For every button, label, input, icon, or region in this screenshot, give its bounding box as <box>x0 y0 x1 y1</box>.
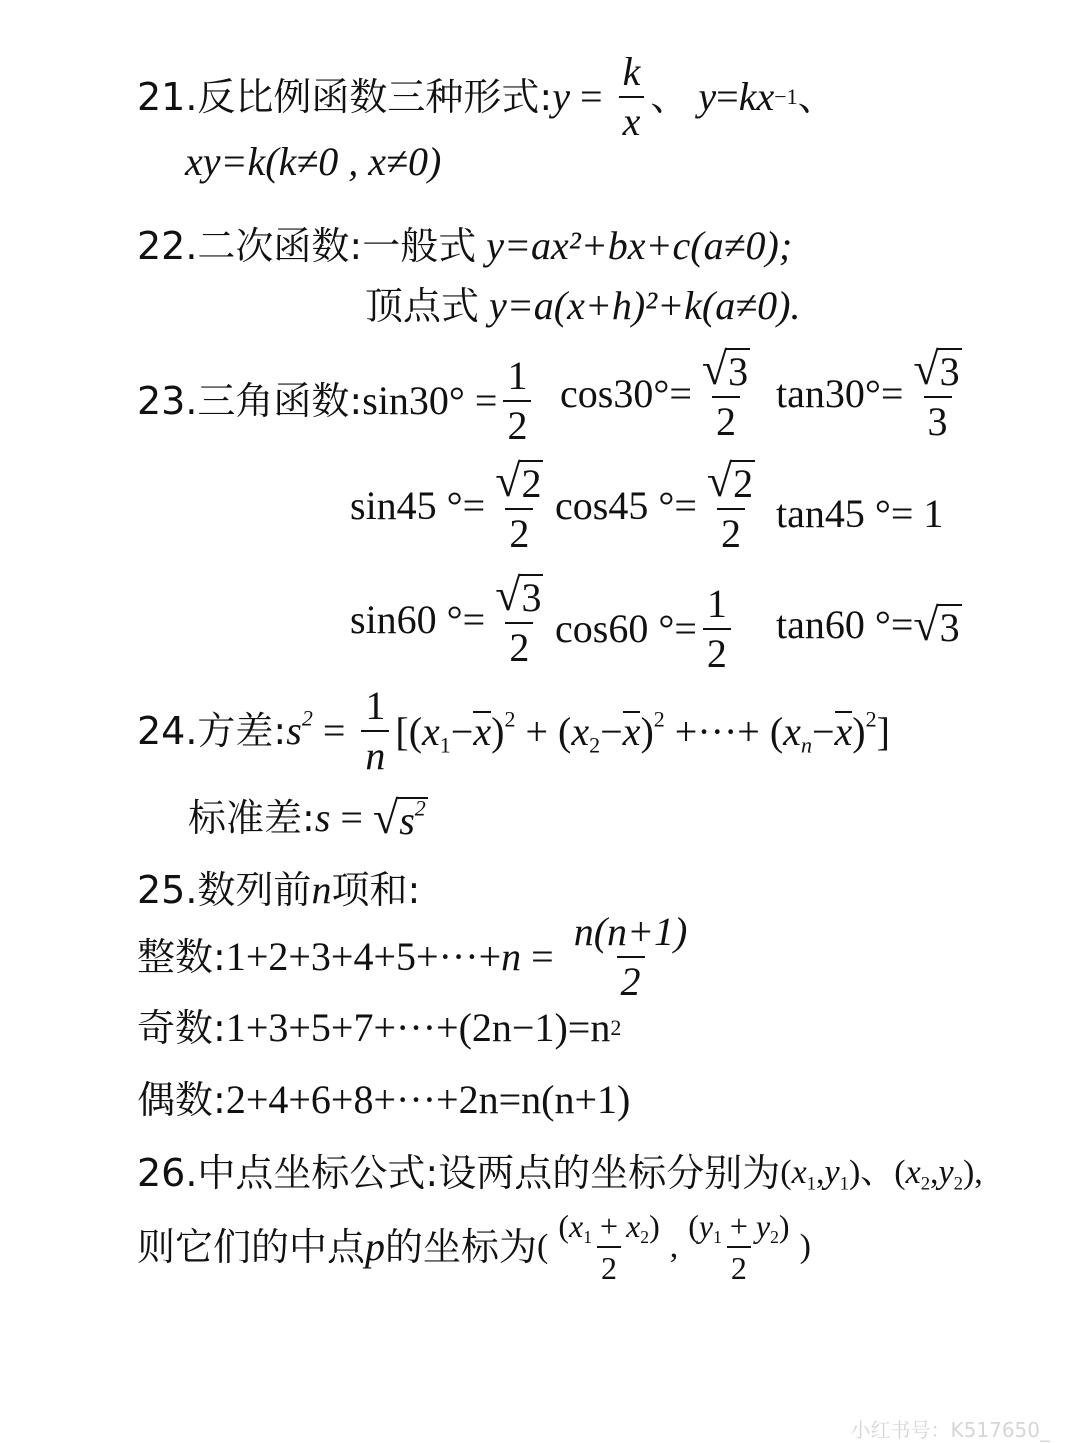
item-26-line-2-label: 则它们的中点 <box>137 1225 366 1269</box>
sin45 <box>350 455 553 556</box>
item-22-label: 22.二次函数: <box>137 224 363 268</box>
general-form-label: 一般式 <box>362 224 477 268</box>
item-22-line-1 <box>137 223 793 268</box>
cos30-label: cos30°= <box>560 371 692 416</box>
sin45-value: √ 2 2 <box>495 455 542 556</box>
cos60-value: $\frac{1}{2}$ <box>703 584 731 674</box>
integer-label: 整数: <box>137 935 226 979</box>
tan60-label: tan60 °= <box>776 602 914 647</box>
item-25-label: 25.数列前 <box>137 868 312 912</box>
var-y2: y <box>688 74 717 119</box>
integer-sum: 整数: 1+2+3+4+5+···+ n = $\frac{n(n+1)}{2}$ <box>137 912 697 1002</box>
tan30-label: tan30°= <box>776 371 904 416</box>
even-label: 偶数: <box>137 1078 226 1122</box>
separator: 、 <box>650 75 689 119</box>
sin60 <box>350 569 553 670</box>
item-22-line-2 <box>365 283 801 328</box>
item-26-line-1 <box>137 1151 983 1195</box>
item-23-label: 23.三角函数: <box>137 379 363 423</box>
midpoint-x-fraction: $\frac{(x_1 + x_2)}{2}$ <box>558 1208 660 1286</box>
sin30-label: sin30° = <box>362 378 498 423</box>
sin30-value: $\frac{1}{2}$ <box>503 356 531 446</box>
sin60-value: √ 3 2 <box>495 569 542 670</box>
var-s: s <box>314 795 331 840</box>
item-21-line-2 <box>185 139 442 184</box>
cos45 <box>555 455 765 556</box>
cos30 <box>560 343 760 444</box>
item-24-std-dev: 标准差: s = √ $s^2$ <box>188 792 426 843</box>
item-21-label: 21.反比例函数三种形式: <box>137 75 553 119</box>
watermark: 小红书号：K517650_ <box>850 1418 1050 1442</box>
tan30 <box>776 343 972 444</box>
odd-formula: 1+3+5+7+···+(2n−1)=n <box>225 1005 611 1050</box>
tan60 <box>776 599 962 650</box>
item-24-label: 24.方差: <box>137 709 287 753</box>
even-sum <box>137 1077 631 1122</box>
cos45-value: √ 2 2 <box>706 455 754 556</box>
vertex-form-label: 顶点式 <box>365 284 480 328</box>
std-dev-label: 标准差: <box>188 796 315 840</box>
cos45-label: cos45 °= <box>555 483 697 528</box>
term-kx: kx <box>738 74 775 119</box>
separator-2: 、 <box>797 75 836 119</box>
var-n: n <box>311 867 332 912</box>
item-24-variance: 24.方差: $s^2$ = $\frac{1}{n}$ [$(x_1-x)^2 + (x_2-x)^2$ +···+ $(x_n-x)^2$] <box>137 683 890 778</box>
tan60-value: √ 3 <box>913 599 960 650</box>
cos30-value: √ 3 2 <box>701 343 749 444</box>
tan45-label: tan45 °= 1 <box>776 491 944 536</box>
midpoint-y-fraction: $\frac{(y_1 + y_2)}{2}$ <box>688 1208 790 1286</box>
tan45 <box>776 491 944 536</box>
var-p: p <box>365 1224 386 1269</box>
fraction-1-over-n: $\frac{1}{n}$ <box>361 686 389 776</box>
sin60-label: sin60 °= <box>350 597 486 642</box>
cos60 <box>555 581 737 676</box>
general-form-formula: y=ax²+bx+c(a≠0); <box>486 223 793 268</box>
item-25-label-end: 项和: <box>331 868 421 912</box>
item-21-condition: xy=k(k≠0 , x≠0) <box>185 139 442 184</box>
item-26-label: 26.中点坐标公式:设两点的坐标分别为 <box>137 1151 781 1195</box>
odd-label: 奇数: <box>137 1006 226 1050</box>
even-formula: 2+4+6+8+···+2n=n(n+1) <box>225 1077 631 1122</box>
item-21-line-1: 21.反比例函数三种形式: y = $\frac{k}{x}$ 、 y = kx −1 、 <box>137 49 836 144</box>
odd-sum: 奇数: 1+3+5+7+···+(2n−1)=n 2 <box>137 1005 622 1050</box>
integer-formula: 1+2+3+4+5+···+ <box>225 934 502 979</box>
cos60-label: cos60 °= <box>555 606 697 651</box>
integer-fraction: $\frac{n(n+1)}{2}$ <box>573 909 688 1004</box>
item-23-row-1 <box>137 353 537 448</box>
var-y: y <box>552 74 571 119</box>
item-25-title <box>137 867 421 912</box>
point-coords: $(x_1,y_1)$、$(x_2,y_2)$, <box>780 1154 983 1195</box>
item-26-line-2-mid: 的坐标为 <box>385 1225 538 1269</box>
tan30-value: √ 3 3 <box>913 343 960 444</box>
vertex-form-formula: y=a(x+h)²+k(a≠0). <box>489 283 801 328</box>
std-dev-root: √ $s^2$ <box>372 792 426 843</box>
variance-sum: [$(x_1-x)^2 + (x_2-x)^2$ +···+ $(x_n-x)^2$] <box>395 705 890 758</box>
sin45-label: sin45 °= <box>350 483 486 528</box>
item-26-line-2: 则它们的中点 p 的坐标为 ( $\frac{(x_1 + x_2)}{2}$ , $\frac{(y_1 + y_2)}{2}$ ) <box>137 1208 811 1286</box>
variance-s2: $s^2$ <box>286 705 313 753</box>
fraction-k-over-x: $\frac{k}{x}$ <box>619 52 645 142</box>
